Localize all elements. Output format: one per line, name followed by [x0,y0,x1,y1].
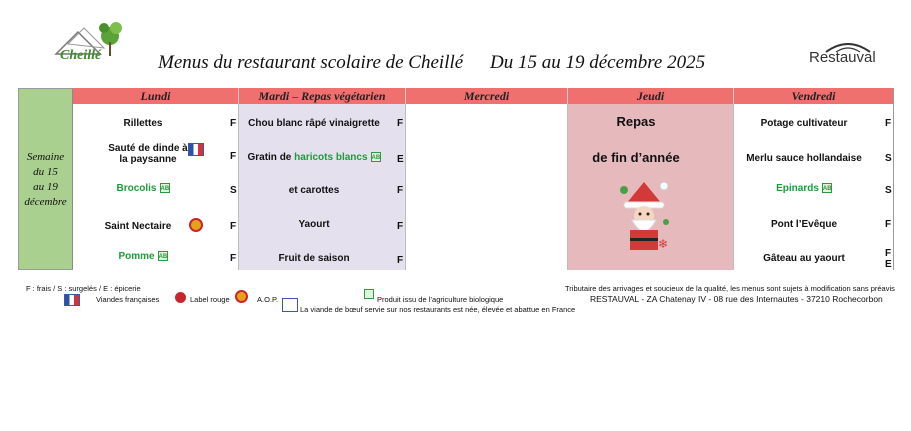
viande-francaise-icon [64,294,80,306]
jeudi-special-line2: de fin d’année [592,150,680,165]
lundi-item: Pomme AB [118,251,168,262]
aop-icon [235,290,248,303]
bio-icon: AB [822,183,832,193]
label-rouge-icon [175,292,186,303]
mardi-code: F [397,255,404,266]
vendredi-code: F [885,219,892,230]
mardi-item: Yaourt [298,219,330,230]
restauval-logo [806,34,890,68]
lundi-code: F [230,118,237,129]
lundi-code: F [230,253,237,264]
page-title: Menus du restaurant scolaire de Cheillé [158,52,464,73]
legend-label-rouge: Label rouge [190,295,230,304]
mardi-code: E [397,154,404,165]
mardi-item: Fruit de saison [278,253,350,264]
bio-icon: AB [158,251,168,261]
bio-icon: AB [371,152,381,162]
vendredi-code: E [885,259,892,270]
lundi-item: Rillettes [123,118,163,129]
vendredi-item: Epinards AB [776,183,832,194]
aop-icon [189,218,203,232]
legend-viandes: Viandes françaises [96,295,160,304]
vendredi-item: Potage cultivateur [760,118,848,129]
house-tree-icon [48,14,128,74]
logo-text: Cheillé [60,48,102,63]
mardi-item: Chou blanc râpé vinaigrette [248,118,380,129]
brand-name: Restauval [809,49,876,66]
header-lundi: Lundi [73,88,239,104]
header-vendredi: Vendredi [734,88,893,104]
col-mercredi [406,104,568,270]
legend-address: RESTAUVAL - ZA Chatenay IV - 08 rue des Internautes - 37210 Rochecorbon [590,294,883,304]
legend-codes: F : frais / S : surgelés / E : épicerie [26,284,141,293]
lundi-code: F [230,221,237,232]
santa-icon [612,178,676,258]
lundi-code: F [230,151,237,162]
mardi-code: F [397,221,404,232]
vendredi-item: Merlu sauce hollandaise [746,153,862,164]
header-mardi: Mardi – Repas végétarien [239,88,406,104]
mardi-item: Gratin de haricots blancs AB [247,152,381,163]
mardi-code: F [397,185,404,196]
lundi-item: Saint Nectaire [104,221,172,232]
vendredi-code: S [885,153,892,164]
vendredi-code: F [885,118,892,129]
mardi-item: et carottes [288,185,340,196]
legend-note: Tributaire des arrivages et soucieux de la qualité, les menus sont sujets à modification sans préavis [565,284,895,293]
lundi-item: Sauté de dinde à la paysanne [108,143,188,165]
vendredi-item: Pont l’Evêque [770,219,838,230]
legend-bio: Produit issu de l’agriculture biologique [377,295,504,304]
vendredi-code: S [885,185,892,196]
vendredi-code: F [885,248,892,259]
mardi-code: F [397,118,404,129]
lundi-item: Brocolis AB [116,183,170,194]
legend-aop: A.O.P. [257,295,279,304]
jeudi-special-line1: Repas [616,114,656,129]
header-mercredi: Mercredi [406,88,568,104]
legend-boeuf: La viande de bœuf servie sur nos restaurants est née, élevée et abattue en France [300,305,576,314]
cheille-logo [48,14,128,74]
bio-icon [364,289,374,299]
vendredi-item: Gâteau au yaourt [763,253,845,264]
week-label: Semaine du 15 au 19 décembre [24,151,67,208]
boeuf-icon [282,298,298,312]
lundi-code: S [230,185,237,196]
svg-text:❄: ❄ [658,237,669,251]
header-jeudi: Jeudi [568,88,734,104]
viande-francaise-icon [188,143,204,156]
bio-icon: AB [160,183,170,193]
menu-dates: Du 15 au 19 décembre 2025 [490,52,706,73]
